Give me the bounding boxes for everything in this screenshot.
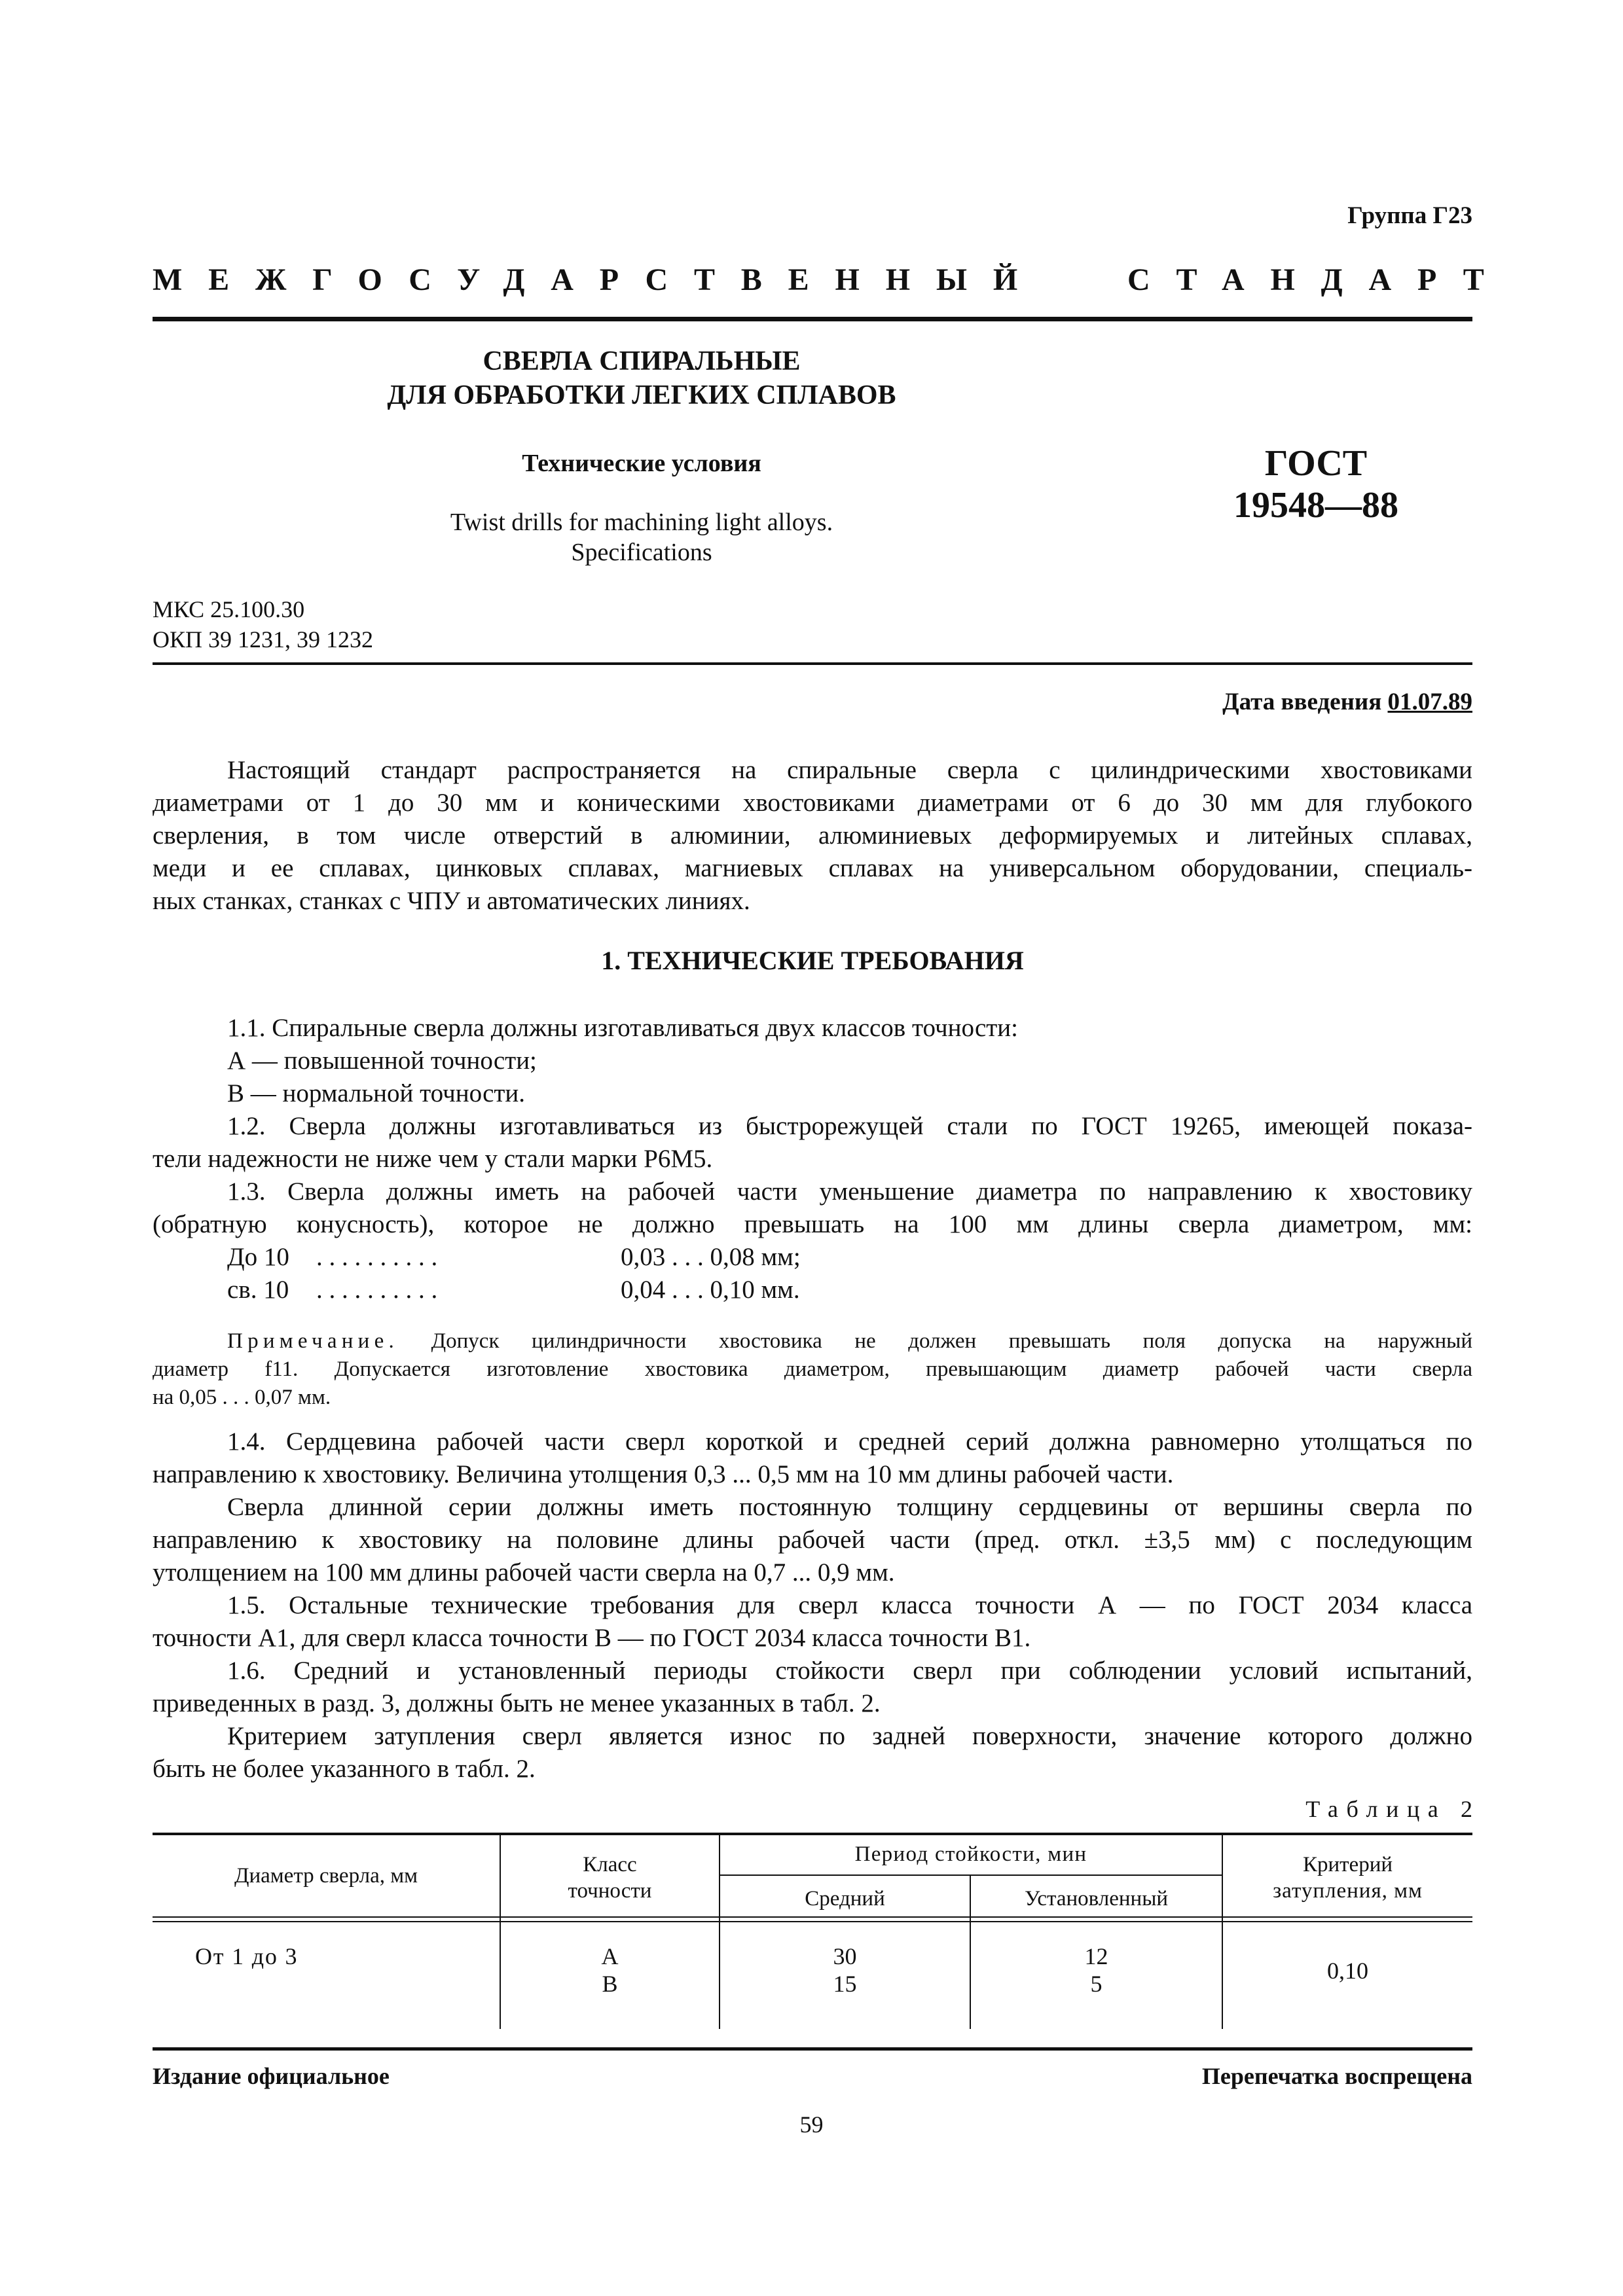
section1-body-continued [153,1426,1472,1785]
gost-number: 19548—88 [1233,485,1398,526]
th-diameter: Диаметр сверла, мм [234,1864,418,1888]
paragraph-1-4-line: направлению к хвостовику на половине длины рабочей части (пред. откл. ±3,5 мм) с последующим [153,1526,1472,1554]
taper-row-value: 0,03 . . . 0,08 мм; [621,1243,801,1271]
codes-rule [153,662,1472,665]
note-text: Допуск цилиндричности хвостовика не должен превышать поля допуска на наружный [431,1329,1473,1353]
note-block [153,1327,1472,1412]
paragraph-1-1: 1.1. Спиральные сверла должны изготавливаться двух классов точности: [227,1014,1019,1042]
section1-body [153,1012,1472,1306]
date-line [1222,687,1472,717]
page-number: 59 [799,2111,824,2138]
paragraph-1-5-line: 1.5. Остальные технические требования для сверл класса точности А — по ГОСТ 2034 класса [227,1591,1472,1619]
table-header-rule-2 [153,1921,1472,1922]
title-english-1: Twist drills for machining light alloys. [450,509,833,536]
td-average-a: 30 [833,1943,857,1969]
td-set-a: 12 [1084,1943,1108,1969]
title-english-2: Specifications [571,539,712,566]
td-criterion: 0,10 [1327,1958,1368,1984]
th-set: Установленный [1024,1887,1169,1910]
th-criterion-line1: Критерий [1302,1853,1393,1876]
footer-left: Издание официальное [153,2063,390,2089]
th-class-line2: точности [568,1879,652,1903]
table-2 [153,1833,1472,2029]
intro-line: сверления, в том числе отверстий в алюминии, алюминиевых деформируемых и литейных сплавах, [153,821,1472,850]
intro-line: ных станках, станках с ЧПУ и автоматических линиях. [153,887,750,915]
header-rule [153,317,1472,321]
paragraph-1-2-line: тели надежности не ниже чем у стали марки Р6М5. [153,1145,713,1173]
title-line1: СВЕРЛА СПИРАЛЬНЫЕ [483,346,801,376]
td-class-a: А [601,1943,619,1969]
th-criterion-line2: затупления, мм [1273,1879,1423,1903]
note-line [153,1327,1472,1355]
note-label: Примечание. [227,1329,399,1353]
paragraph-1-6-line: 1.6. Средний и установленный периоды стойкости сверл при соблюдении условий испытаний, [227,1657,1472,1685]
paragraph-1-6-line: быть не более указанного в табл. 2. [153,1755,536,1783]
th-average: Средний [805,1887,885,1910]
class-a-line: А — повышенной точности; [227,1047,537,1075]
banner-left: МЕЖГОСУДАРСТВЕННЫЙ [153,262,1044,297]
paragraph-1-3-line: 1.3. Сверла должны иметь на рабочей части уменьшение диаметра по направлению к хвостовику [227,1177,1472,1206]
date-label: Дата введения [1222,689,1382,715]
td-diameter: От 1 до 3 [195,1943,299,1969]
taper-row-label: св. 10 [227,1276,289,1304]
taper-row-label: До 10 [227,1243,289,1271]
mks-code: МКС 25.100.30 [153,596,305,622]
group-label: Группа Г23 [1347,202,1472,229]
taper-row-dots: . . . . . . . . . . [316,1243,438,1271]
footer-rule [153,2047,1472,2051]
paragraph-1-4-line: 1.4. Сердцевина рабочей части сверл короткой и средней серий должна равномерно утолщаться по [227,1427,1472,1456]
paragraph-1-4-line: Сверла длинной серии должны иметь постоянную толщину сердцевины от вершины сверла по [227,1493,1472,1521]
date-value: 01.07.89 [1387,689,1472,715]
okp-code: ОКП 39 1231, 39 1232 [153,626,374,653]
td-average-b: 15 [833,1971,857,1997]
intro-line: Настоящий стандарт распространяется на спиральные сверла с цилиндрическими хвостовиками [227,756,1472,784]
footer-right: Перепечатка воспрещена [1201,2063,1472,2089]
taper-row-dots: . . . . . . . . . . [316,1276,438,1304]
th-class-line1: Класс [583,1853,637,1876]
table-header-rule [153,1916,1472,1918]
paragraph-1-4-line: утолщением на 100 мм длины рабочей части сверла на 0,7 ... 0,9 мм. [153,1558,895,1587]
taper-row-1 [153,1241,1472,1274]
class-b-line: В — нормальной точности. [227,1079,526,1107]
note-line: на 0,05 . . . 0,07 мм. [153,1386,331,1409]
taper-row-2 [153,1274,1472,1306]
table-caption: Таблица 2 [1305,1796,1481,1822]
paragraph-1-4-line: направлению к хвостовику. Величина утолщения 0,3 ... 0,5 мм на 10 мм длины рабочей части. [153,1460,1174,1488]
banner-right: СТАНДАРТ [1127,262,1510,297]
td-class-b: В [602,1971,618,1997]
title-subtitle: Технические условия [522,450,761,477]
intro-paragraph [153,754,1472,918]
paragraph-1-6-line: приведенных в разд. 3, должны быть не менее указанных в табл. 2. [153,1689,881,1717]
paragraph-1-6-line: Критерием затупления сверл является износ по задней поверхности, значение которого должно [227,1722,1472,1750]
paragraph-1-5-line: точности А1, для сверл класса точности В — по ГОСТ 2034 класса точности В1. [153,1624,1031,1652]
paragraph-1-3-line: (обратную конусность), которое не должно превышать на 100 мм длины сверла диаметром, мм: [153,1210,1472,1238]
gost-label: ГОСТ [1264,443,1368,484]
intro-line: меди и ее сплавах, цинковых сплавах, магниевых сплавах на универсальном оборудовании, специаль- [153,854,1472,882]
note-line: диаметр f11. Допускается изготовление хвостовика диаметром, превышающим диаметр рабочей части сверла [153,1357,1472,1381]
intro-line: диаметрами от 1 до 30 мм и коническими хвостовиками диаметрами от 6 до 30 мм для глубокого [153,789,1472,817]
title-line2: ДЛЯ ОБРАБОТКИ ЛЕГКИХ СПЛАВОВ [387,380,896,410]
taper-row-value: 0,04 . . . 0,10 мм. [621,1276,800,1304]
paragraph-1-2-line: 1.2. Сверла должны изготавливаться из быстрорежущей стали по ГОСТ 19265, имеющей показа- [227,1112,1472,1140]
section-heading: 1. ТЕХНИЧЕСКИЕ ТРЕБОВАНИЯ [601,946,1024,975]
table-top-rule [153,1833,1472,1835]
th-period: Период стойкости, мин [854,1842,1087,1866]
td-set-b: 5 [1090,1971,1103,1997]
